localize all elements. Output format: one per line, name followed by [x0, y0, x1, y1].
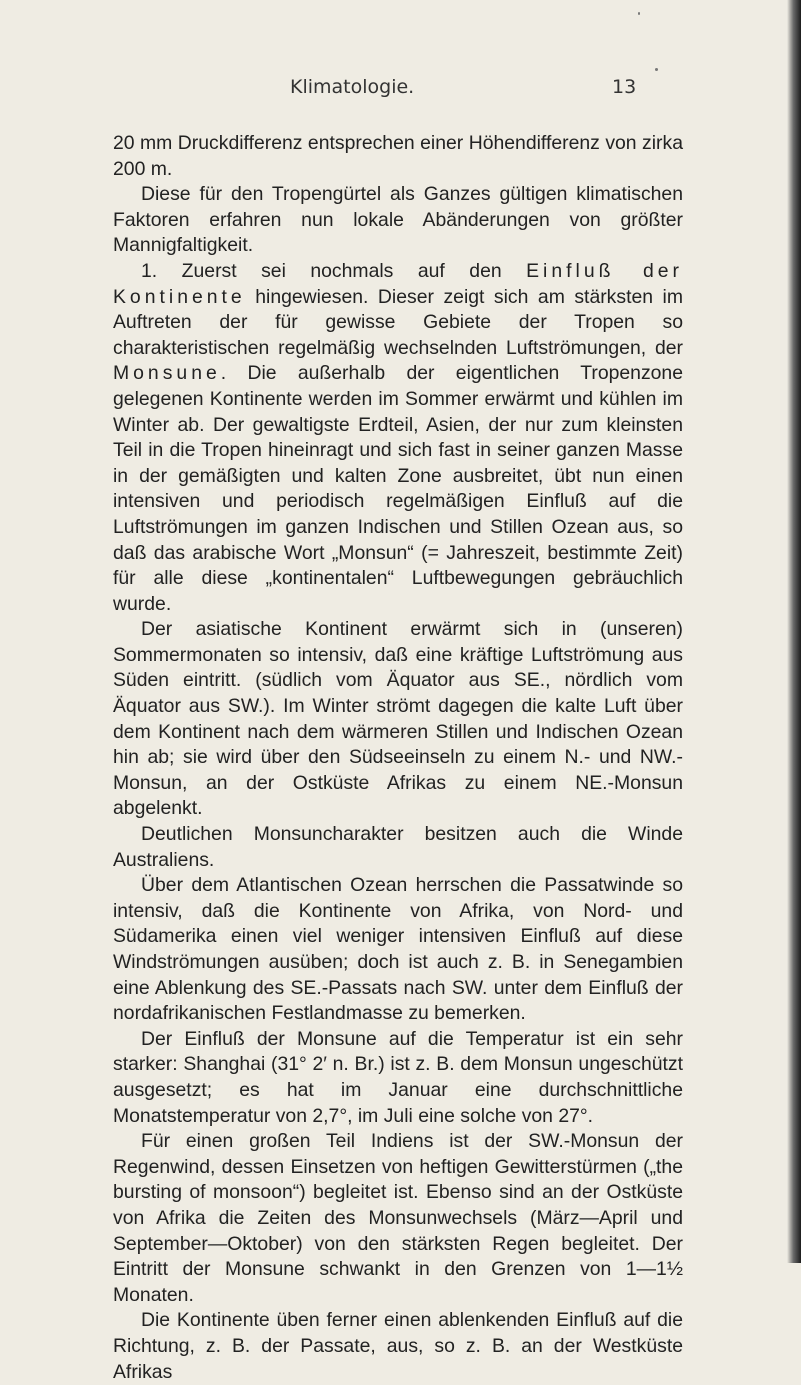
text-segment: . Die außerhalb der eigentlichen Tropenzone gelegenen Kontinente werden im Sommer erwärmt und kühlen im Winter ab. Der gewaltigste Erdteil, Asien, der nur zum kleinsten Teil in die Tropen hineinragt und sich fast in seiner ganzen Masse in der gemäßigten und kalten Zone ausbreitet, übt nun einen intensiven und periodisch regelmäßigen Einfluß auf die Luftströmungen im ganzen Indischen und Stillen Ozean aus, so daß das arabische Wort „Monsun“ (= Jahreszeit, bestimmte Zeit) für alle diese „kontinentalen“ Luftbewegungen gebräuchlich wurde.	[113, 362, 683, 615]
paragraph-7	[113, 1027, 683, 1129]
text-segment: Deutlichen Monsuncharakter besitzen auch die Winde Australiens.	[113, 823, 683, 871]
paragraph-3	[113, 259, 683, 617]
paper-speck	[638, 12, 640, 15]
text-segment: Der asiatische Kontinent erwärmt sich in (unseren) Sommermonaten so intensiv, daß eine kräftige Luftströmung aus Süden eintritt. (südlich vom Äquator aus SE., nördlich vom Äquator aus SW.). Im Winter strömt dagegen die kalte Luft über dem Kontinent nach dem wärmeren Stillen und Indischen Ozean hin ab; sie wird über den Südseeinseln zu einem N.- und NW.-Monsun, an der Ostküste Afrikas zu einem NE.-Monsun abgelenkt.	[113, 618, 683, 820]
spaced-emphasis: Einfluß der Kontinente	[113, 259, 683, 308]
paragraph-2	[113, 182, 683, 259]
text-segment: 20 mm Druckdifferenz entsprechen einer Höhendifferenz von zirka 200 m.	[113, 132, 683, 180]
paragraph-5	[113, 822, 683, 873]
paragraph-8	[113, 1129, 683, 1308]
text-segment: 1. Zuerst sei nochmals auf den	[141, 259, 527, 282]
spaced-emphasis: Monsune	[113, 362, 221, 385]
text-segment: Über dem Atlantischen Ozean herrschen die Passatwinde so intensiv, daß die Kontinente von Afrika, von Nord- und Südamerika einen viel weniger intensiven Einfluß auf diese Windströmungen ausüben; doch ist auch z. B. in Senegambien eine Ablenkung des SE.-Passats nach SW. unter dem Einfluß der nordafrikanischen Festlandmasse zu bemerken.	[113, 874, 683, 1025]
paragraph-6	[113, 873, 683, 1027]
text-segment: hingewiesen. Dieser zeigt sich am stärksten im Auftreten der für gewisse Gebiete der Tropen so charakteristischen regelmäßig wechselnden Luftströmungen, der	[113, 285, 683, 359]
paragraph-4	[113, 617, 683, 822]
body-text	[113, 131, 683, 1385]
text-segment: Diese für den Tropengürtel als Ganzes gültigen klimatischen Faktoren erfahren nun lokale Abänderungen von größter Mannigfaltigkeit.	[113, 183, 683, 257]
text-segment: Die Kontinente üben ferner einen ablenkenden Einfluß auf die Richtung, z. B. der Passate, aus, so z. B. an der Westküste Afrikas	[113, 1309, 683, 1383]
page-header	[0, 76, 801, 106]
page-edge-shadow	[787, 0, 801, 1263]
text-segment: Der Einfluß der Monsune auf die Temperatur ist ein sehr starker: Shanghai (31° 2′ n. Br.) ist z. B. dem Monsun ungeschützt ausgesetzt; es hat im Januar eine durchschnittliche Monatstemperatur von 2,7°, im Juli eine solche von 27°.	[113, 1027, 683, 1127]
paragraph-1	[113, 131, 683, 182]
paragraph-9	[113, 1308, 683, 1385]
running-title: Klimatologie.	[290, 76, 415, 98]
page-number: 13	[612, 76, 637, 98]
paper-speck	[655, 68, 658, 71]
text-segment: Für einen großen Teil Indiens ist der SW.-Monsun der Regenwind, dessen Einsetzen von heftigen Gewitterstürmen („the bursting of monsoon“) begleitet ist. Ebenso sind an der Ostküste von Afrika die Zeiten des Monsunwechsels (März—April und September—Oktober) von den stärksten Regen begleitet. Der Eintritt der Monsune schwankt in den Grenzen von 1—1½ Monaten.	[113, 1130, 683, 1306]
